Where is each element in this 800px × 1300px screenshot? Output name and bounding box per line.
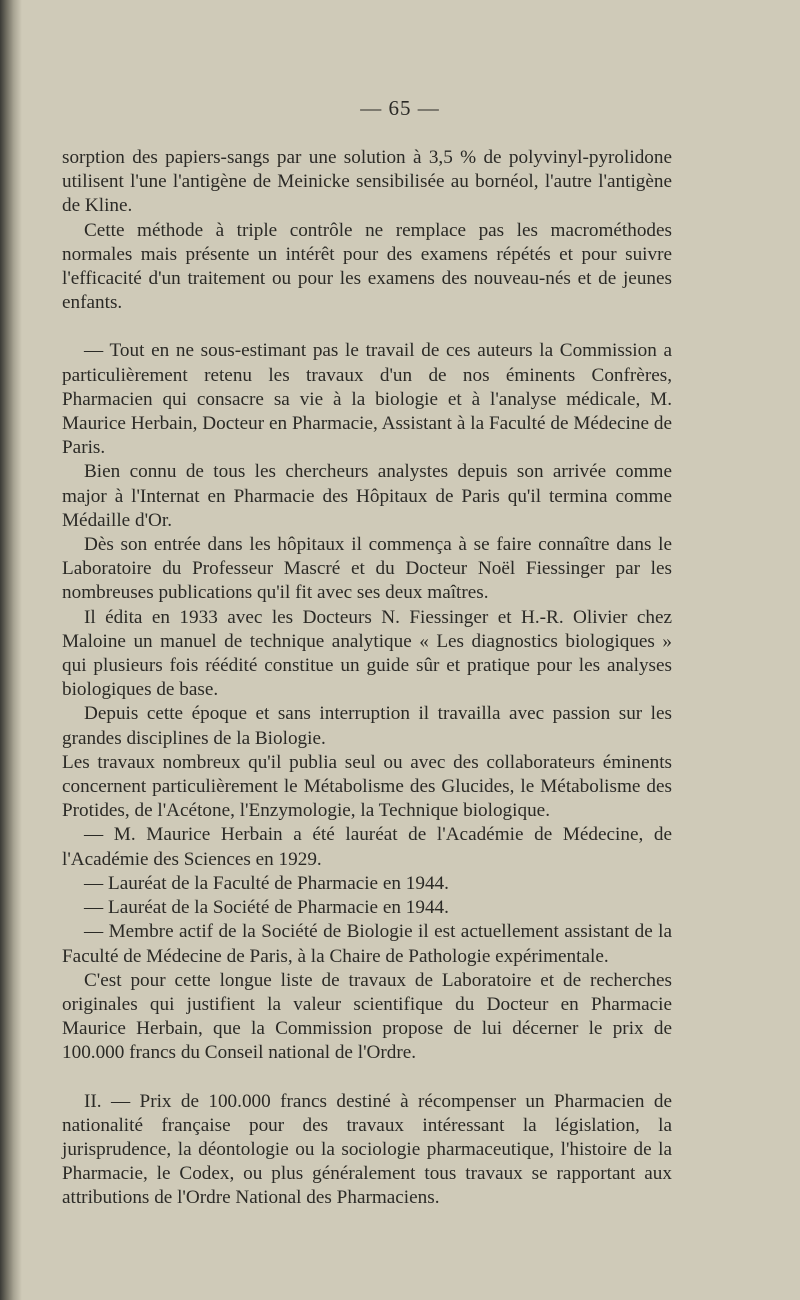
paragraph: — Membre actif de la Société de Biologie il est actuellement assistant de la Faculté de Médecine de Paris, à la Chaire de Pathologie expérimentale.	[62, 921, 672, 967]
paragraph: Les travaux nombreux qu'il publia seul ou avec des collaborateurs éminents concernent particulièrement le Métabolisme des Glucides, le Métabolisme des Protides, de l'Acétone, l'Enzymologie, la Technique biologique.	[62, 751, 672, 822]
binding-shadow	[0, 0, 22, 1300]
paragraph: Bien connu de tous les chercheurs analystes depuis son arrivée comme major à l'Internat en Pharmacie des Hôpitaux de Paris qu'il termina comme Médaille d'Or.	[62, 461, 672, 531]
paragraph: C'est pour cette longue liste de travaux de Laboratoire et de recherches originales qui justifient la valeur scientifique du Docteur en Pharmacie Maurice Herbain, que la Commission propose de lui décerner le prix de 100.000 francs du Conseil national de l'Ordre.	[62, 969, 672, 1064]
paragraph: Cette méthode à triple contrôle ne remplace pas les macrométhodes normales mais présente un intérêt pour des examens répétés et pour suivre l'efficacité d'un traitement ou pour les examens des nouveau-nés et de jeunes enfants.	[62, 219, 672, 314]
paragraph: II. — Prix de 100.000 francs destiné à récompenser un Pharmacien de nationalité française pour des travaux intéressant la législation, la jurisprudence, la déontologie ou la sociologie pharmaceutique, l'histoire de la Pharmacie, le Codex, ou plus généralement tous travaux se rapportant aux attributions de l'Ordre National des Pharmaciens.	[62, 1090, 672, 1209]
body-text	[62, 146, 672, 1211]
paragraph: — Tout en ne sous-estimant pas le travail de ces auteurs la Commission a particulièrement retenu les travaux d'un de nos éminents Confrères, Pharmacien qui consacre sa vie à la biologie et à l'analyse médicale, M. Maurice Herbain, Docteur en Pharmacie, Assistant à la Faculté de Médecine de Paris.	[62, 340, 672, 459]
paragraph: — Lauréat de la Faculté de Pharmacie en 1944.	[84, 872, 449, 894]
paragraph: Dès son entrée dans les hôpitaux il commença à se faire connaître dans le Laboratoire du Professeur Mascré et du Docteur Noël Fiessinger par les nombreuses publications qu'il fit avec ses deux maîtres.	[62, 534, 672, 604]
paragraph: sorption des papiers-sangs par une solution à 3,5 % de polyvinyl-pyrolidone utilisent l'une l'antigène de Meinicke sensibilisée au bornéol, l'autre l'antigène de Kline.	[62, 147, 672, 217]
paragraph: Depuis cette époque et sans interruption il travailla avec passion sur les grandes disciplines de la Biologie.	[62, 703, 672, 749]
page-number: — 65 —	[360, 96, 440, 120]
paragraph: Il édita en 1933 avec les Docteurs N. Fiessinger et H.-R. Olivier chez Maloine un manuel de technique analytique « Les diagnostics biologiques » qui plusieurs fois réédité constitue un guide sûr et pratique pour les analyses biologiques de base.	[62, 606, 672, 701]
paragraph: — Lauréat de la Société de Pharmacie en 1944.	[84, 897, 449, 919]
paragraph: — M. Maurice Herbain a été lauréat de l'Académie de Médecine, de l'Académie des Sciences en 1929.	[62, 824, 672, 870]
